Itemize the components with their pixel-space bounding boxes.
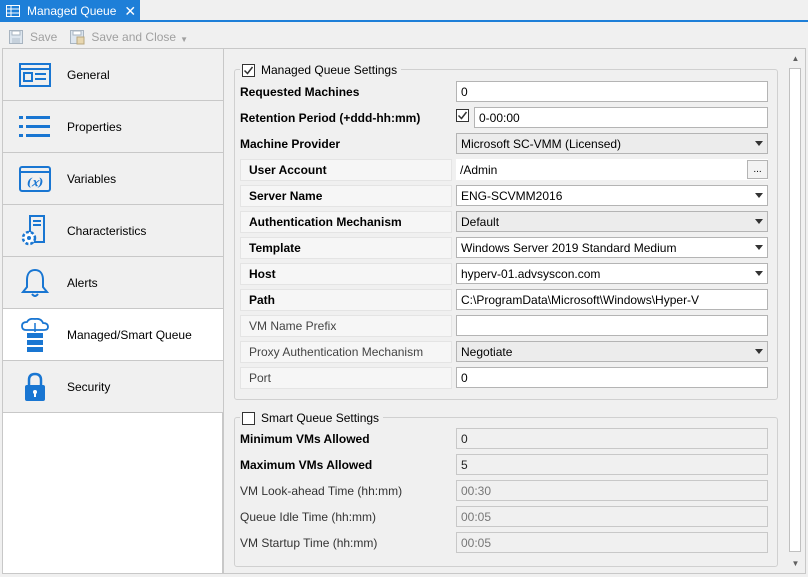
scroll-down-icon[interactable]: ▼ <box>791 559 800 568</box>
smart-queue-settings-label: Smart Queue Settings <box>261 411 380 425</box>
checkmark-icon <box>457 110 468 121</box>
min-vms-label: Minimum VMs Allowed <box>240 432 370 446</box>
floppy-disk-icon <box>8 29 24 45</box>
table-icon <box>6 5 20 17</box>
save-label: Save <box>30 29 58 44</box>
machine-provider-value: Microsoft SC-VMM (Licensed) <box>461 136 622 151</box>
server-name-value: ENG-SCVMM2016 <box>461 188 563 203</box>
browse-button[interactable]: ... <box>747 160 768 179</box>
host-row <box>240 262 768 286</box>
sidebar-item-alerts[interactable] <box>3 257 224 309</box>
sidebar-item-characteristics[interactable] <box>3 205 224 257</box>
settings-panel <box>223 48 806 574</box>
template-row <box>240 236 768 260</box>
sidebar-item-label: Characteristics <box>67 223 147 238</box>
machine-provider-label: Machine Provider <box>240 137 341 151</box>
save-close-icon <box>69 29 85 45</box>
user-account-value: /Admin <box>460 162 498 177</box>
managed-queue-settings-header[interactable] <box>240 63 401 77</box>
close-icon[interactable]: ✕ <box>124 3 137 19</box>
authentication-mechanism-value: Default <box>461 214 500 229</box>
svg-text:(𝑥): (𝑥) <box>26 175 44 189</box>
vertical-scrollbar[interactable] <box>787 50 804 572</box>
host-value: hyperv-01.advsyscon.com <box>461 266 601 281</box>
port-label: Port <box>240 367 452 389</box>
sidebar-item-label: Properties <box>67 119 122 134</box>
queue-idle-input[interactable]: 00:05 <box>456 506 768 527</box>
user-account-label: User Account <box>240 159 452 181</box>
lookahead-input[interactable]: 00:30 <box>456 480 768 501</box>
server-name-label: Server Name <box>240 185 452 207</box>
cloud-server-icon <box>19 318 51 352</box>
path-row <box>240 288 768 312</box>
lookahead-label: VM Look-ahead Time (hh:mm) <box>240 484 403 498</box>
dropdown-arrow-icon[interactable]: ▼ <box>180 35 189 44</box>
machine-provider-row <box>240 132 768 156</box>
template-label: Template <box>240 237 452 259</box>
authentication-mechanism-row <box>240 210 768 234</box>
retention-period-row <box>240 106 768 130</box>
requested-machines-row <box>240 80 768 104</box>
checkmark-icon <box>243 65 254 76</box>
server-gear-icon <box>20 215 50 247</box>
smart-queue-settings-header[interactable] <box>240 411 383 425</box>
vm-name-prefix-input[interactable] <box>456 315 768 336</box>
retention-period-input[interactable]: 0-00:00 <box>474 107 768 128</box>
vm-name-prefix-label: VM Name Prefix <box>240 315 452 337</box>
chevron-down-icon <box>755 245 763 250</box>
sidebar-item-properties[interactable] <box>3 101 224 153</box>
vm-startup-row <box>240 531 768 555</box>
toolbar <box>0 24 808 49</box>
queue-idle-row <box>240 505 768 529</box>
authentication-mechanism-label: Authentication Mechanism <box>240 211 452 233</box>
chevron-down-icon <box>755 141 763 146</box>
retention-period-checkbox[interactable] <box>456 109 469 122</box>
scroll-up-icon[interactable]: ▲ <box>791 54 800 63</box>
sidebar-item-security[interactable] <box>3 361 224 413</box>
tab-managed-queue[interactable] <box>0 0 140 22</box>
proxy-auth-select[interactable] <box>456 341 768 362</box>
chevron-down-icon <box>755 271 763 276</box>
save-and-close-label: Save and Close <box>91 29 177 44</box>
tab-title: Managed Queue <box>27 4 117 18</box>
requested-machines-label: Requested Machines <box>240 85 360 99</box>
template-value: Windows Server 2019 Standard Medium <box>461 240 677 255</box>
variable-icon <box>19 166 51 192</box>
queue-idle-label: Queue Idle Time (hh:mm) <box>240 510 377 524</box>
list-icon <box>19 115 51 139</box>
managed-queue-settings-label: Managed Queue Settings <box>261 63 398 77</box>
lookahead-row <box>240 479 768 503</box>
vm-startup-label: VM Startup Time (hh:mm) <box>240 536 378 550</box>
proxy-auth-label: Proxy Authentication Mechanism <box>240 341 452 363</box>
sidebar-item-variables[interactable] <box>3 153 224 205</box>
proxy-auth-row <box>240 340 768 364</box>
user-account-input[interactable] <box>456 159 768 180</box>
path-input[interactable]: C:\ProgramData\Microsoft\Windows\Hyper-V <box>456 289 768 310</box>
min-vms-input[interactable]: 0 <box>456 428 768 449</box>
scrollbar-thumb[interactable] <box>789 68 801 552</box>
user-account-row <box>240 158 768 182</box>
machine-provider-select[interactable] <box>456 133 768 154</box>
vm-name-prefix-row <box>240 314 768 338</box>
sidebar-item-label: Variables <box>67 171 117 186</box>
sidebar-item-managed-smart-queue[interactable] <box>3 309 224 361</box>
sidebar-item-label: Security <box>67 379 111 394</box>
path-label: Path <box>240 289 452 311</box>
form-icon <box>19 63 51 87</box>
vm-startup-input[interactable]: 00:05 <box>456 532 768 553</box>
server-name-select[interactable] <box>456 185 768 206</box>
sidebar-item-general[interactable] <box>3 49 224 101</box>
chevron-down-icon <box>755 349 763 354</box>
max-vms-input[interactable]: 5 <box>456 454 768 475</box>
managed-queue-checkbox[interactable] <box>242 64 255 77</box>
host-label: Host <box>240 263 452 285</box>
save-button[interactable] <box>8 29 57 45</box>
bell-icon <box>21 268 49 298</box>
smart-queue-checkbox[interactable] <box>242 412 255 425</box>
sidebar-item-label: General <box>67 67 110 82</box>
min-vms-row <box>240 427 768 451</box>
host-select[interactable] <box>456 263 768 284</box>
proxy-auth-value: Negotiate <box>461 344 513 359</box>
authentication-mechanism-select[interactable] <box>456 211 768 232</box>
template-select[interactable] <box>456 237 768 258</box>
retention-period-label: Retention Period (+ddd-hh:mm) <box>240 111 421 125</box>
chevron-down-icon <box>755 193 763 198</box>
server-name-row <box>240 184 768 208</box>
sidebar <box>2 48 223 574</box>
lock-icon <box>23 372 47 402</box>
port-row <box>240 366 768 390</box>
max-vms-label: Maximum VMs Allowed <box>240 458 373 472</box>
document-tab-strip <box>0 0 808 22</box>
sidebar-item-label: Managed/Smart Queue <box>67 327 192 342</box>
max-vms-row <box>240 453 768 477</box>
save-and-close-button[interactable] <box>69 29 188 45</box>
requested-machines-input[interactable]: 0 <box>456 81 768 102</box>
port-input[interactable]: 0 <box>456 367 768 388</box>
sidebar-item-label: Alerts <box>67 275 98 290</box>
chevron-down-icon <box>755 219 763 224</box>
